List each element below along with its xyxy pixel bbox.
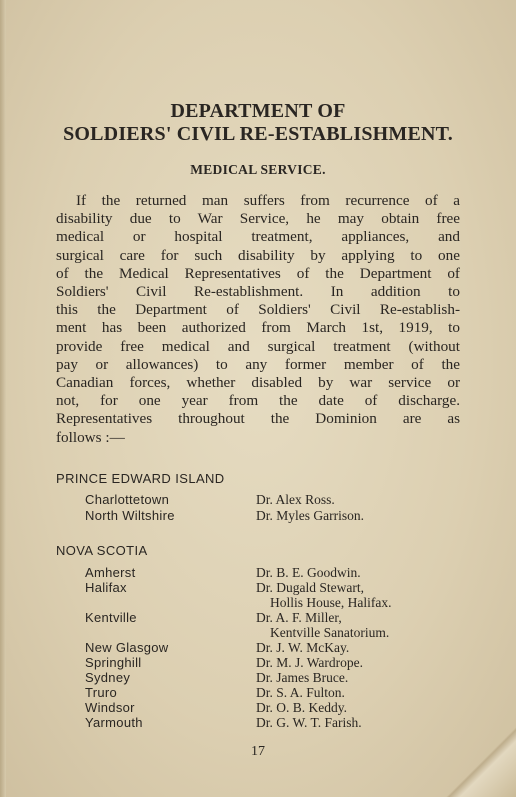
- department-title-line-2: SOLDIERS' CIVIL RE-ESTABLISHMENT.: [63, 123, 453, 145]
- section-subtitle: MEDICAL SERVICE.: [190, 162, 326, 177]
- paragraph-line: surgical care for such disability by applying to one: [56, 246, 460, 264]
- directory-row: [0, 580, 516, 595]
- directory-row: [0, 492, 516, 507]
- doctor-name: Dr. A. F. Miller,: [256, 610, 342, 625]
- place-name: New Glasgow: [85, 640, 169, 655]
- place-name: North Wiltshire: [85, 508, 175, 523]
- directory-row: [0, 670, 516, 685]
- doctor-address: Kentville Sanatorium.: [270, 625, 390, 640]
- paragraph-line: If the returned man suffers from recurrence of a: [76, 192, 460, 209]
- paragraph-line: disability due to War Service, he may obtain free: [56, 210, 460, 228]
- doctor-name: Dr. J. W. McKay.: [256, 640, 350, 655]
- directory-row: [0, 655, 516, 670]
- place-name: Charlottetown: [85, 492, 170, 507]
- place-name: Halifax: [85, 580, 127, 595]
- doctor-name: Dr. Dugald Stewart,: [256, 580, 364, 595]
- paragraph-line: pay or allowances) to any former member of the: [56, 355, 460, 373]
- page-number: 17: [251, 744, 265, 759]
- paragraph-line: medical or hospital treatment, appliances, and: [56, 228, 460, 246]
- department-title-line-1: DEPARTMENT OF: [170, 100, 346, 122]
- paragraph-line: Canadian forces, whether disabled by war service or: [56, 374, 460, 392]
- doctor-name: Dr. Myles Garrison.: [256, 508, 364, 523]
- directory-row: [0, 700, 516, 715]
- paragraph-line: not, for one year from the date of discharge.: [56, 392, 460, 410]
- region-heading-pei: PRINCE EDWARD ISLAND: [56, 471, 225, 486]
- doctor-name: Dr. B. E. Goodwin.: [256, 565, 361, 580]
- place-name: Yarmouth: [85, 715, 143, 730]
- directory-row: [0, 610, 516, 625]
- paragraph-line: of the Medical Representatives of the Department of: [56, 264, 460, 282]
- directory-row: [0, 565, 516, 580]
- directory-row-continuation: [0, 595, 516, 610]
- place-name: Windsor: [85, 700, 135, 715]
- doctor-name: Dr. M. J. Wardrope.: [256, 655, 364, 670]
- directory-row-continuation: [0, 625, 516, 640]
- place-name: Springhill: [85, 655, 142, 670]
- page-corner-wear: [446, 727, 516, 797]
- paragraph-line: Representatives throughout the Dominion are as: [56, 410, 460, 428]
- paragraph-line: follows :—: [56, 428, 125, 446]
- intro-paragraph: [56, 192, 460, 447]
- doctor-name: Dr. G. W. T. Farish.: [256, 715, 362, 730]
- place-name: Truro: [85, 685, 118, 700]
- directory-row: [0, 715, 516, 730]
- paragraph-line: this the Department of Soldiers' Civil Re-establish-: [56, 301, 460, 319]
- directory-row: [0, 640, 516, 655]
- doctor-name: Dr. James Bruce.: [256, 670, 349, 685]
- directory-row: [0, 508, 516, 523]
- place-name: Sydney: [85, 670, 131, 685]
- doctor-name: Dr. Alex Ross.: [256, 492, 335, 507]
- place-name: Amherst: [85, 565, 136, 580]
- doctor-address: Hollis House, Halifax.: [270, 595, 392, 610]
- paragraph-line: Soldiers' Civil Re-establishment. In addition to: [56, 283, 460, 301]
- directory-row: [0, 685, 516, 700]
- doctor-name: Dr. S. A. Fulton.: [256, 685, 345, 700]
- doctor-name: Dr. O. B. Keddy.: [256, 700, 347, 715]
- region-heading-nova-scotia: NOVA SCOTIA: [56, 543, 148, 558]
- place-name: Kentville: [85, 610, 137, 625]
- paragraph-line: provide free medical and surgical treatment (without: [56, 337, 460, 355]
- paragraph-line: ment has been authorized from March 1st, 1919, to: [56, 319, 460, 337]
